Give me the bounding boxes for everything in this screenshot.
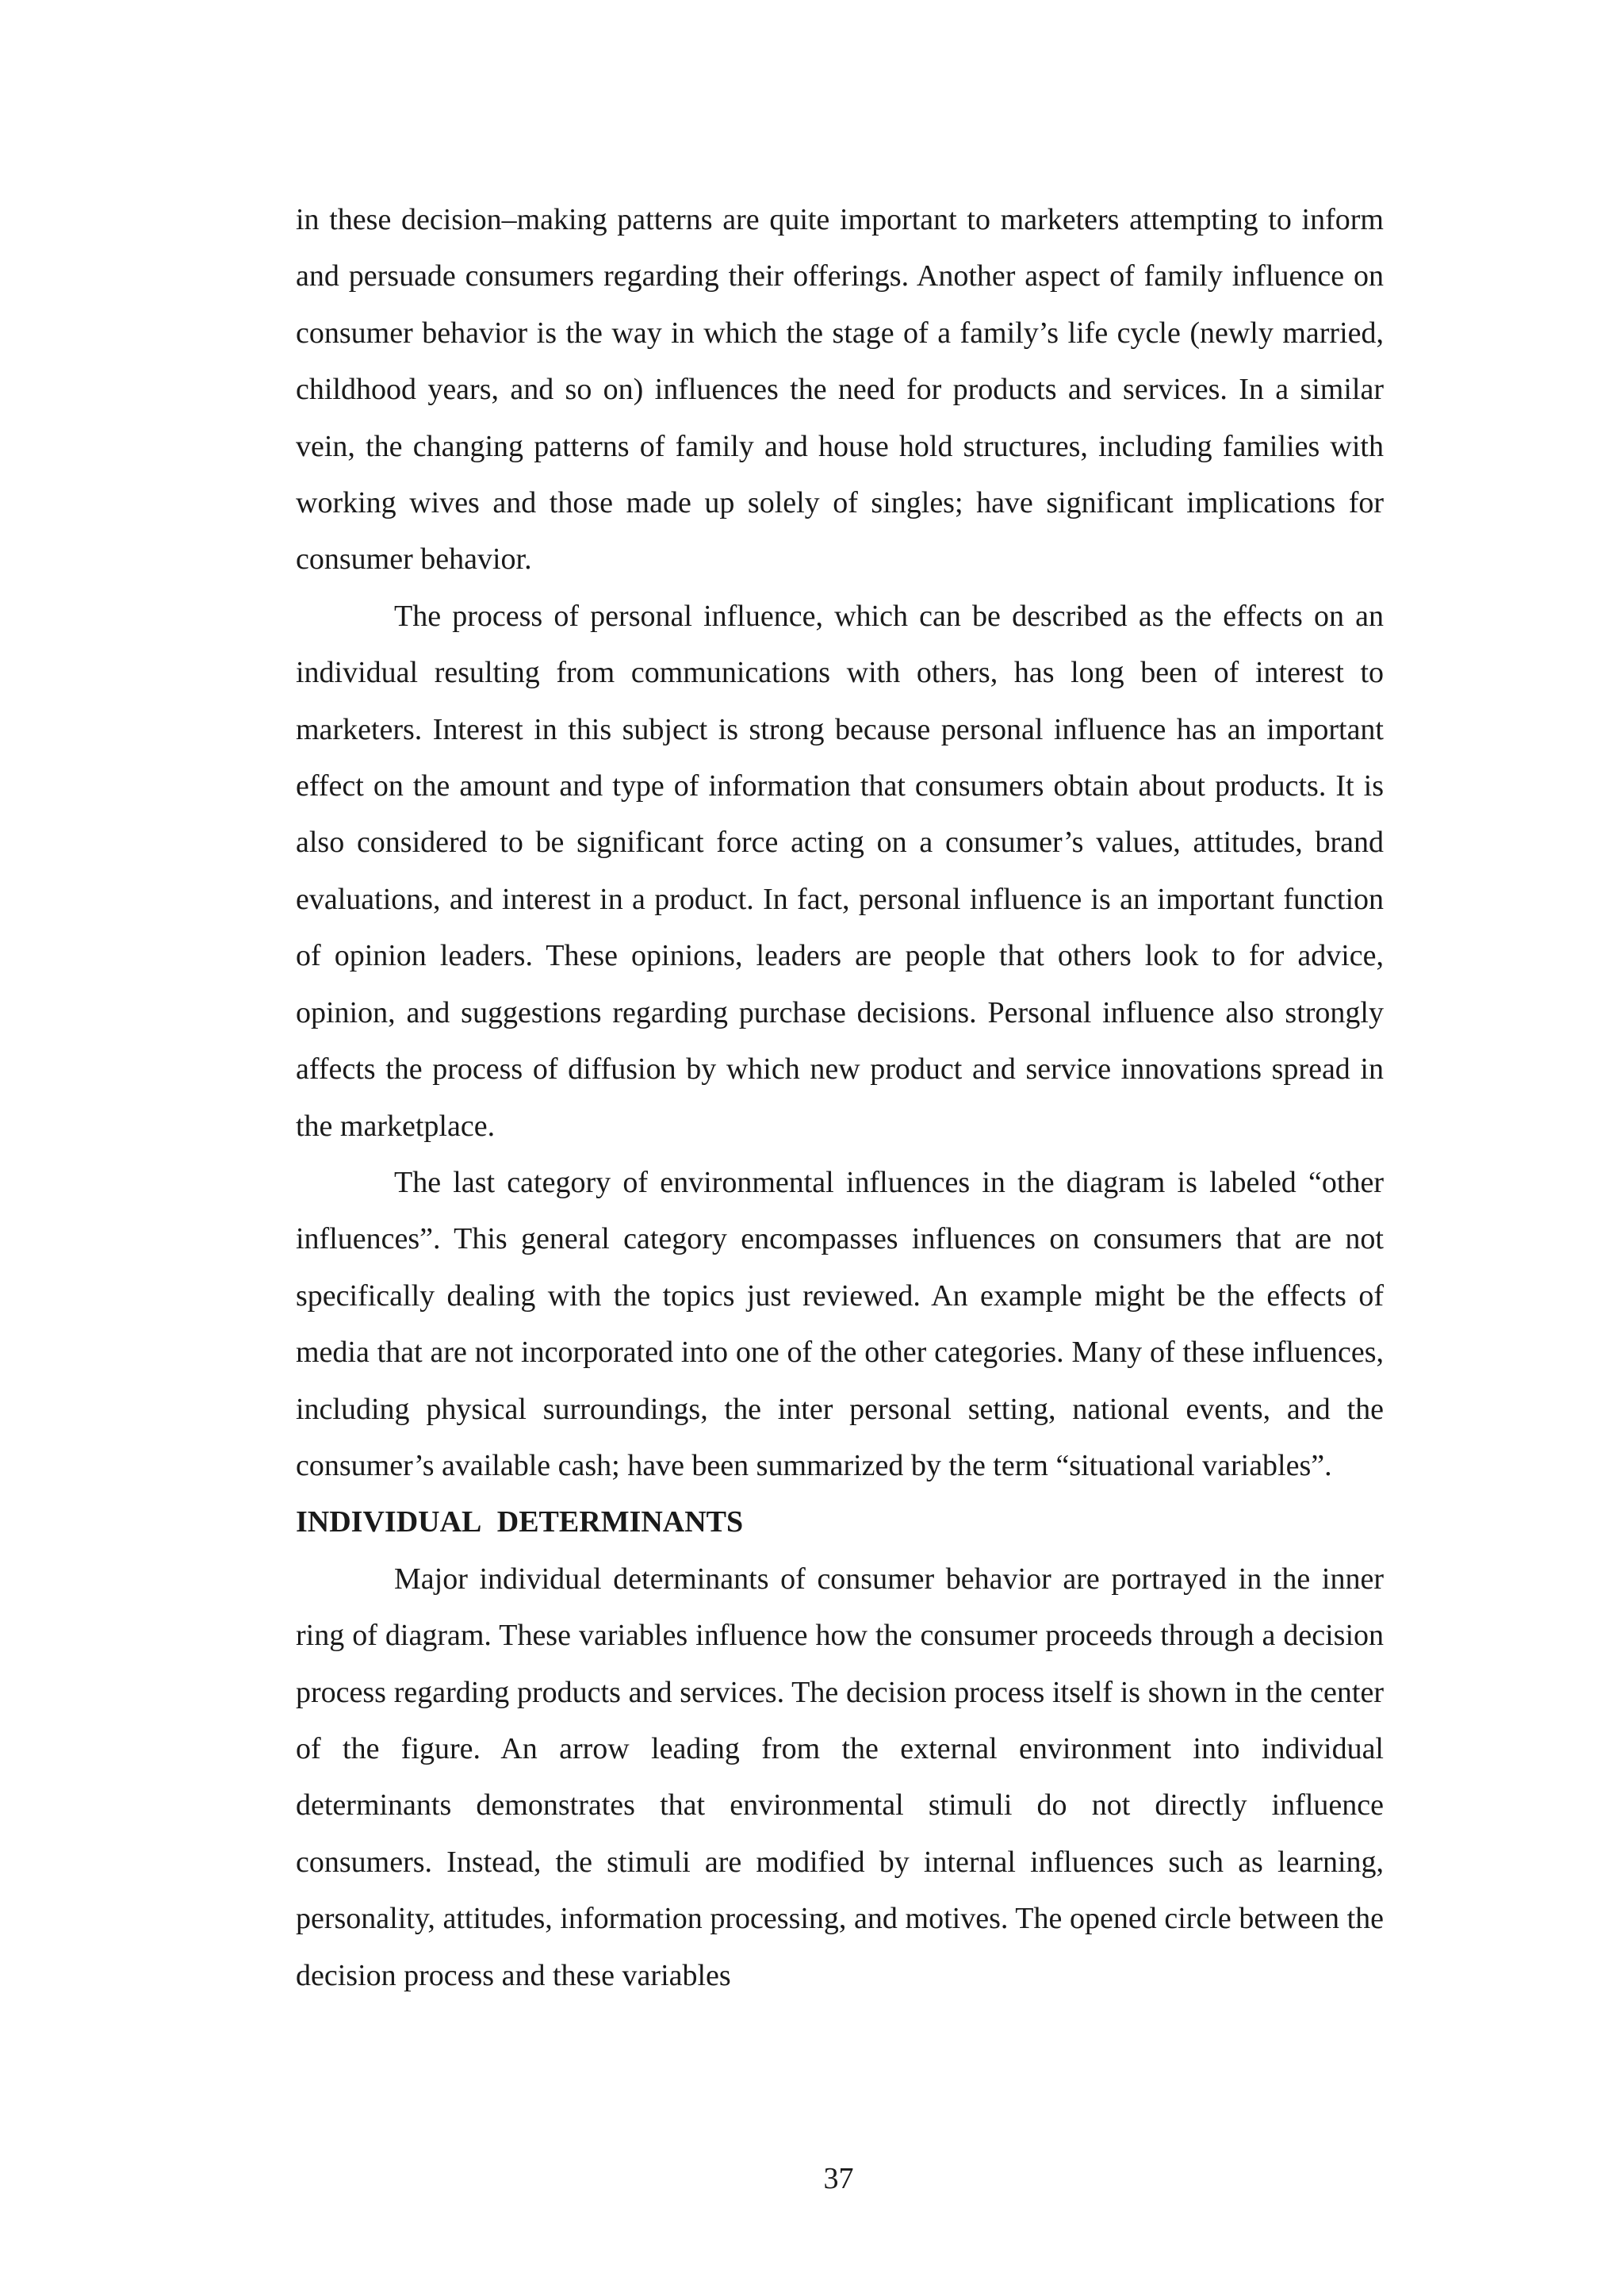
section-heading: INDIVIDUAL DETERMINANTS — [296, 1505, 744, 1539]
paragraph-other-influences: The last category of environmental influences in the diagram is labeled “other influences”. This general category encompasses influences on consumers that are not specifically dealing with the topics just reviewed. An example might be the effects of media that are not incorporated into one of the other categories. Many of these influences, including physical surroundings, the inter personal setting, national events, and the consumer’s available cash; have been summarized by the term “situational variables”. — [296, 1165, 1384, 1482]
page-number: 37 — [823, 2162, 854, 2195]
page-body — [296, 192, 1384, 2004]
paragraph-individual-determinants: Major individual determinants of consumer behavior are portrayed in the inner ring of diagram. These variables influence how the consumer proceeds through a decision process regarding products and services. The decision process itself is shown in the center of the figure. An arrow leading from the external environment into individual determinants demonstrates that environmental stimuli do not directly influence consumers. Instead, the stimuli are modified by internal influences such as learning, personality, attitudes, information processing, and motives. The opened circle between the decision process and these variables — [296, 1562, 1384, 1992]
paragraph-personal-influence: The process of personal influence, which can be described as the effects on an individual resulting from communications with others, has long been of interest to marketers. Interest in this subject is strong because personal influence has an important effect on the amount and type of information that consumers obtain about products. It is also considered to be significant force acting on a consumer’s values, attitudes, brand evaluations, and interest in a product. In fact, personal influence is an important function of opinion leaders. These opinions, leaders are people that others look to for advice, opinion, and suggestions regarding purchase decisions. Personal influence also strongly affects the process of diffusion by which new product and service innovations spread in the marketplace. — [296, 599, 1384, 1143]
paragraph-family-influence: in these decision–making patterns are quite important to marketers attempting to inform and persuade consumers regarding their offerings. Another aspect of family influence on consumer behavior is the way in which the stage of a family’s life cycle (newly married, childhood years, and so on) influences the need for products and services. In a similar vein, the changing patterns of family and house hold structures, including families with working wives and those made up solely of singles; have significant implications for consumer behavior. — [296, 203, 1384, 577]
